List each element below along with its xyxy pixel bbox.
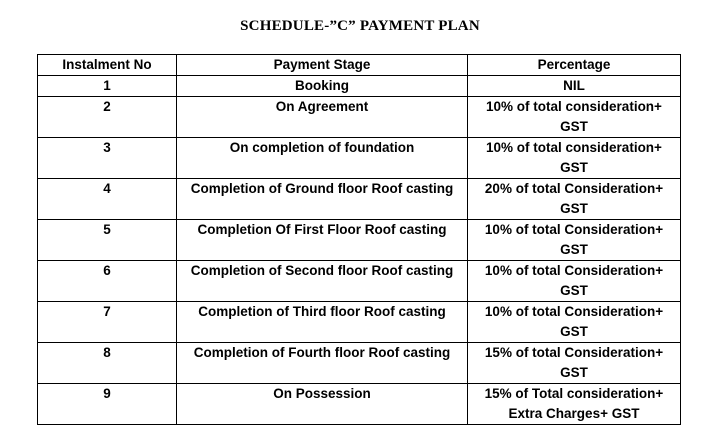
instalment-no-cell: 3 <box>38 138 177 179</box>
instalment-no-cell: 4 <box>38 179 177 220</box>
percentage-cell <box>468 384 681 425</box>
percentage-cell <box>468 343 681 384</box>
percentage-line-1: NIL <box>563 78 585 93</box>
percentage-line-2: GST <box>560 119 588 134</box>
instalment-no-cell: 8 <box>38 343 177 384</box>
percentage-line-2: GST <box>560 160 588 175</box>
percentage-line-1: 10% of total Consideration+ <box>484 222 664 237</box>
percentage-line-1: 20% of total Consideration+ <box>484 181 664 196</box>
instalment-no-cell: 9 <box>38 384 177 425</box>
percentage-line-1: 15% of Total consideration+ <box>484 386 664 401</box>
header-percentage: Percentage <box>468 55 681 76</box>
table-row <box>38 97 681 138</box>
percentage-line-2: GST <box>560 201 588 216</box>
table-row <box>38 179 681 220</box>
percentage-line-2: GST <box>560 242 588 257</box>
percentage-cell <box>468 76 681 97</box>
percentage-cell <box>468 97 681 138</box>
document-title: SCHEDULE-”C” PAYMENT PLAN <box>240 18 480 34</box>
percentage-line-1: 10% of total Consideration+ <box>484 263 664 278</box>
percentage-line-1: 15% of total Consideration+ <box>484 345 664 360</box>
percentage-cell <box>468 220 681 261</box>
instalment-no-cell: 6 <box>38 261 177 302</box>
table-header-row <box>38 55 681 76</box>
payment-stage-cell: On Possession <box>177 384 468 425</box>
table-row <box>38 220 681 261</box>
table-row <box>38 76 681 97</box>
payment-stage-cell: Booking <box>177 76 468 97</box>
table-row <box>38 302 681 343</box>
percentage-line-2: GST <box>560 324 588 339</box>
payment-stage-cell: Completion of Second floor Roof casting <box>177 261 468 302</box>
payment-stage-cell: Completion of Third floor Roof casting <box>177 302 468 343</box>
instalment-no-cell: 5 <box>38 220 177 261</box>
instalment-no-cell: 2 <box>38 97 177 138</box>
percentage-line-1: 10% of total Consideration+ <box>484 304 664 319</box>
table-row <box>38 343 681 384</box>
payment-stage-cell: Completion of Ground floor Roof casting <box>177 179 468 220</box>
percentage-line-2: Extra Charges+ GST <box>508 406 640 421</box>
header-payment-stage: Payment Stage <box>177 55 468 76</box>
payment-stage-cell: On Agreement <box>177 97 468 138</box>
payment-stage-cell: On completion of foundation <box>177 138 468 179</box>
percentage-cell <box>468 302 681 343</box>
percentage-cell <box>468 179 681 220</box>
table-row <box>38 384 681 425</box>
table-row <box>38 261 681 302</box>
header-instalment-no: Instalment No <box>38 55 177 76</box>
percentage-line-1: 10% of total consideration+ <box>486 99 662 114</box>
instalment-no-cell: 7 <box>38 302 177 343</box>
payment-stage-cell: Completion Of First Floor Roof casting <box>177 220 468 261</box>
percentage-line-2: GST <box>560 365 588 380</box>
percentage-cell <box>468 261 681 302</box>
payment-plan-table <box>37 54 681 425</box>
percentage-line-2: GST <box>560 283 588 298</box>
table-row <box>38 138 681 179</box>
payment-stage-cell: Completion of Fourth floor Roof casting <box>177 343 468 384</box>
percentage-line-1: 10% of total consideration+ <box>486 140 662 155</box>
percentage-cell <box>468 138 681 179</box>
instalment-no-cell: 1 <box>38 76 177 97</box>
